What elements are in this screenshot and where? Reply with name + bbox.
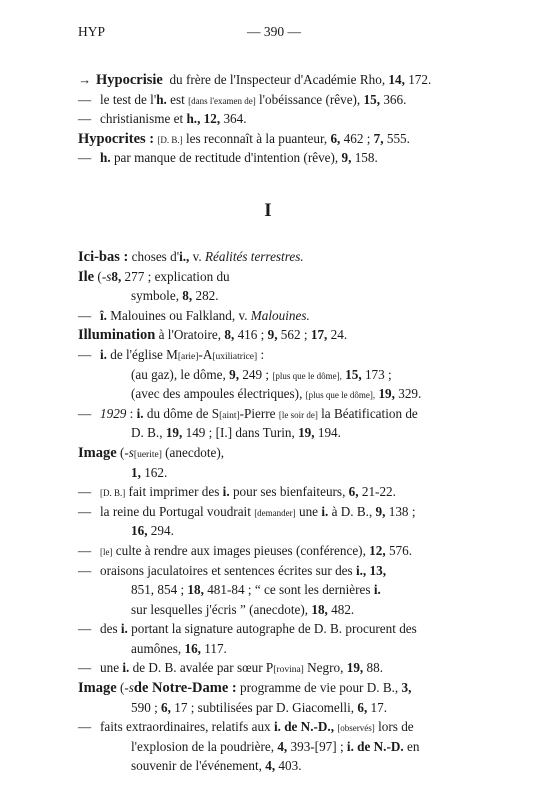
entry-text: 590 ;: [131, 699, 162, 715]
entry-text: des: [100, 621, 121, 637]
entry-text: 88.: [363, 660, 383, 676]
entry-text: 9,: [267, 327, 278, 343]
entry-text: 15,: [345, 366, 362, 382]
entry-text: (anecdote),: [161, 444, 225, 460]
index-line: [78, 306, 464, 326]
entry-text: 13,: [369, 562, 387, 578]
entry-text: par manque de rectitude d'intention (rêve),: [110, 150, 342, 166]
entry-text: i.: [120, 621, 128, 637]
entry-text: 555.: [383, 130, 410, 146]
entry-text: lors de: [374, 719, 414, 735]
dash-marker: —: [78, 542, 92, 558]
entry-text: est: [166, 91, 189, 107]
entry-text: 576.: [385, 542, 413, 558]
entry-text: symbole,: [131, 288, 183, 304]
index-line: [78, 541, 464, 561]
entry-text: 21-22.: [358, 484, 396, 500]
entry-text: 17.: [367, 699, 388, 715]
entry-text: la Béatification de: [317, 405, 418, 421]
index-line: [78, 600, 464, 620]
entry-text: i.: [373, 582, 381, 598]
dash-marker: —: [78, 562, 92, 578]
index-line: [78, 756, 464, 776]
entry-text: faits extraordinaires, relatifs aux: [100, 719, 274, 735]
index-line: [78, 325, 464, 345]
entry-text: 6,: [330, 130, 341, 146]
dash-marker: —: [78, 346, 92, 362]
entry-text: (: [116, 680, 125, 696]
entry-text: 17 ; subtilisées par D. Giacomelli,: [170, 699, 358, 715]
entry-text: une: [295, 503, 322, 519]
entry-text: 294.: [147, 523, 174, 539]
entry-text: 17,: [310, 327, 328, 343]
index-line: [78, 109, 464, 129]
entry-text: 9,: [375, 503, 386, 519]
entry-text: (avec des ampoules électriques),: [131, 386, 306, 402]
entry-text: -s: [124, 680, 134, 696]
entry-text: [uxiliatrice]: [212, 351, 258, 362]
entry-text: 6,: [357, 699, 368, 715]
index-line: [78, 561, 464, 581]
index-line: [78, 267, 464, 287]
dash-marker: —: [78, 405, 92, 421]
dash-marker: —: [78, 719, 92, 735]
index-line: [78, 345, 464, 365]
entry-text: 4,: [265, 758, 276, 774]
entry-text: le test de l': [100, 91, 157, 107]
entry-text: 403.: [275, 758, 302, 774]
entry-text: à l'Oratoire,: [155, 327, 225, 343]
entry-text: oraisons jaculatoires et sentences écrites sur des: [100, 562, 356, 578]
index-line: [78, 658, 464, 678]
entry-text: i.,: [179, 249, 190, 264]
entry-text: [le soir de]: [278, 409, 318, 420]
dash-marker: —: [78, 503, 92, 519]
entry-text: la reine du Portugal voudrait: [100, 503, 255, 519]
entry-text: 249 ;: [239, 366, 273, 382]
entry-text: 364.: [220, 111, 247, 127]
entry-text: [plus que le dôme],: [272, 370, 342, 381]
entry-text: souvenir de l'événement,: [131, 758, 266, 774]
dash-marker: —: [78, 91, 92, 107]
entry-text: 8,: [111, 268, 122, 284]
index-line: [78, 384, 464, 404]
entry-text: î.: [100, 307, 107, 323]
entry-text: 19,: [298, 425, 315, 441]
index-line: [78, 247, 464, 267]
entry-text: 393-[97] ;: [287, 738, 347, 754]
entry-text: Ile: [78, 268, 95, 285]
entry-text: [demander]: [254, 507, 296, 518]
index-line: [78, 678, 464, 698]
entry-text: portant la signature autographe de D. B. procurent des: [127, 621, 417, 637]
index-line: [78, 443, 464, 463]
entry-text: (au gaz), le dôme,: [131, 366, 230, 382]
entry-text: [observés]: [337, 723, 375, 734]
entry-text: 173 ;: [361, 366, 392, 382]
index-line: [78, 737, 464, 757]
entry-text: :: [257, 346, 265, 362]
entry-text: 18,: [187, 582, 204, 598]
dash-marker: —: [78, 111, 92, 127]
entry-text: 8,: [224, 327, 235, 343]
entry-text: [plus que le dôme],: [305, 390, 376, 401]
entry-text: [D. B.]: [100, 488, 126, 499]
entry-text: Ici-bas :: [78, 249, 129, 265]
entry-text: -A: [198, 346, 213, 362]
index-line: [78, 70, 464, 90]
entry-text: 277 ; explication du: [121, 268, 230, 284]
entry-text: 3,: [401, 680, 412, 696]
entry-text: 462 ;: [340, 130, 374, 146]
entry-text: 14,: [388, 72, 405, 87]
entry-text: l'obéissance (rêve),: [255, 91, 364, 107]
header-section: HYP: [78, 24, 106, 39]
entry-text: Hypocrisie: [96, 72, 163, 88]
entry-text: i.: [136, 405, 144, 421]
entry-text: [uerite]: [133, 449, 162, 460]
index-line: [78, 521, 464, 541]
entry-text: 9,: [229, 366, 240, 382]
entry-text: 12,: [369, 542, 386, 558]
entry-text: 1929: [100, 405, 127, 421]
entry-text: Negro,: [303, 660, 347, 676]
index-line: [78, 286, 464, 306]
index-line: [78, 148, 464, 168]
entry-text: du frère de l'Inspecteur d'Académie Rho,: [162, 72, 389, 87]
entry-text: 7,: [373, 130, 384, 146]
index-line: [78, 639, 464, 659]
dash-marker: —: [78, 621, 92, 637]
entry-text: 6,: [348, 484, 359, 500]
entry-text: christianisme et: [100, 111, 187, 127]
entry-text: -Pierre: [239, 405, 279, 421]
entry-text: i.: [222, 484, 230, 500]
index-line: [78, 502, 464, 522]
entry-text: 329.: [394, 386, 422, 402]
entry-text: aumônes,: [131, 640, 185, 656]
entry-text: -s: [124, 444, 134, 460]
entry-text: 16,: [184, 640, 201, 656]
entry-text: 194.: [314, 425, 341, 441]
entry-text: i.: [100, 346, 107, 362]
entry-text: [rovina]: [273, 665, 304, 676]
index-line: [78, 463, 464, 483]
entry-text: 138 ;: [385, 503, 416, 519]
entry-text: -s: [101, 268, 112, 284]
entry-text: Image: [78, 444, 117, 461]
entry-text: i.,: [355, 562, 367, 578]
arrow-icon: →: [78, 72, 92, 87]
entry-text: :: [126, 405, 137, 421]
entry-text: 15,: [363, 91, 381, 107]
entry-text: Malouines.: [250, 307, 310, 323]
entry-text: 4,: [277, 738, 288, 754]
entry-text: [arie]: [177, 351, 199, 362]
entry-text: choses d': [128, 249, 180, 264]
entry-text: 416 ;: [234, 327, 268, 343]
entry-text: h.: [100, 150, 111, 166]
dash-marker: —: [78, 150, 92, 166]
entry-text: sur lesquelles j'écris ” (anecdote),: [131, 601, 312, 617]
entry-text: 851, 854 ;: [131, 582, 188, 598]
entry-text: 6,: [161, 699, 171, 715]
entry-text: h.,: [186, 111, 201, 127]
index-line: [78, 482, 464, 502]
entry-text: 172.: [404, 72, 432, 87]
entry-text: 19,: [378, 386, 395, 402]
entry-text: 18,: [311, 601, 328, 617]
entry-text: une: [100, 660, 123, 676]
entry-text: 117.: [200, 640, 227, 656]
entry-text: v.: [189, 249, 205, 264]
dash-marker: —: [78, 660, 92, 676]
entry-text: i.: [122, 660, 130, 676]
running-header: [78, 24, 470, 40]
entry-text: 9,: [341, 150, 352, 166]
entry-text: h.: [156, 91, 167, 107]
entry-text: D. B.,: [131, 425, 166, 441]
entry-text: 12,: [203, 111, 221, 127]
entry-text: [aint]: [219, 410, 240, 421]
index-line: [78, 365, 464, 385]
entry-text: 149 ; [I.] dans Turin,: [182, 425, 299, 441]
entry-text: (: [94, 268, 102, 284]
entry-text: 282.: [192, 288, 219, 304]
entry-text: Hypocrites :: [78, 130, 155, 147]
entry-text: Image: [78, 680, 117, 697]
entry-text: 481-84 ; “ ce sont les dernières: [203, 582, 374, 598]
entry-text: [D. B.]: [157, 134, 183, 145]
section-letter: I: [264, 200, 272, 221]
entry-text: [le]: [100, 546, 113, 557]
entry-text: à D. B.,: [328, 503, 376, 519]
entry-text: 19,: [165, 425, 183, 441]
entry-text: 19,: [346, 660, 364, 676]
entry-text: programme de vie pour D. B.,: [236, 680, 402, 696]
index-line: [78, 717, 464, 737]
dash-marker: —: [78, 307, 92, 323]
entry-text: i. de N.-D.,: [273, 719, 335, 735]
entry-text: 8,: [182, 288, 193, 304]
entries-i: [78, 247, 464, 776]
entry-text: Réalités terrestres.: [205, 249, 304, 264]
entry-text: 482.: [327, 601, 355, 617]
index-line: [78, 580, 464, 600]
index-line: [78, 129, 464, 149]
entry-text: culte à rendre aux images pieuses (conférence),: [112, 542, 370, 558]
index-line: [78, 90, 464, 110]
entry-text: de Notre-Dame :: [133, 680, 237, 697]
entry-text: l'explosion de la poudrière,: [131, 738, 278, 754]
index-line: [78, 698, 464, 718]
entry-text: en: [403, 738, 420, 754]
entry-text: 366.: [380, 91, 407, 107]
index-line: [78, 404, 464, 424]
entry-text: de l'église M: [106, 346, 178, 362]
entry-text: 24.: [327, 327, 348, 343]
entry-text: Malouines ou Falkland, v.: [106, 307, 251, 323]
entry-text: Illumination: [78, 327, 156, 344]
entry-text: [dans l'examen de]: [188, 95, 256, 106]
entry-text: 158.: [351, 150, 378, 166]
entry-text: 16,: [131, 523, 148, 539]
entry-text: de D. B. avalée par sœur P: [129, 660, 274, 676]
entry-text: les reconnaît à la puanteur,: [182, 130, 331, 146]
entry-text: i.: [321, 503, 329, 519]
dash-marker: —: [78, 484, 92, 500]
index-line: [78, 619, 464, 639]
entry-text: 562 ;: [277, 327, 311, 343]
entry-text: du dôme de S: [143, 405, 220, 421]
entry-text: 1,: [131, 464, 141, 480]
entries-h: [78, 70, 464, 168]
entry-text: fait imprimer des: [125, 484, 223, 500]
entry-text: pour ses bienfaiteurs,: [229, 484, 349, 500]
index-line: [78, 423, 464, 443]
page-number: — 390 —: [247, 24, 301, 39]
entry-text: 162.: [140, 464, 168, 480]
entry-text: i. de N.-D.: [346, 738, 404, 754]
entry-text: (: [116, 444, 125, 460]
